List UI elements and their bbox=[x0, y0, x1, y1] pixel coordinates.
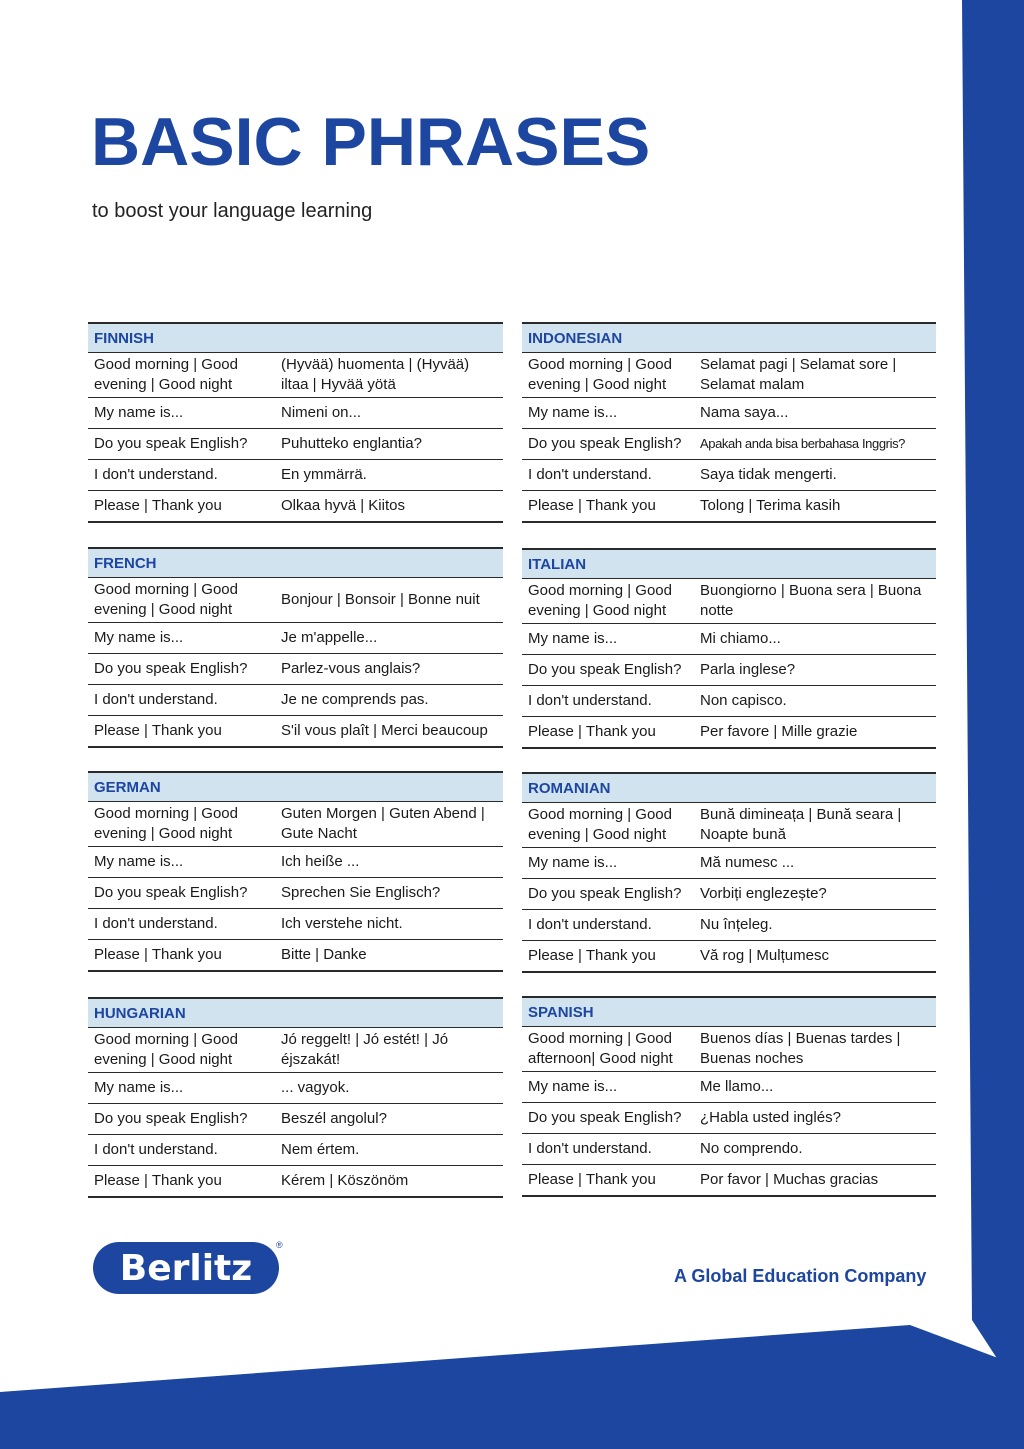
table-row bbox=[522, 491, 936, 523]
phrase-translation-understand: No comprendo. bbox=[694, 1134, 936, 1165]
language-header: ROMANIAN bbox=[522, 773, 694, 803]
phrase-translation-speak: Puhutteko englantia? bbox=[275, 429, 503, 460]
bottom-blue-band bbox=[0, 1325, 1024, 1449]
phrase-english-please: Please | Thank you bbox=[88, 940, 275, 972]
phrase-english-speak: Do you speak English? bbox=[522, 429, 694, 460]
phrase-english-greeting: Good morning | Good evening | Good night bbox=[522, 353, 694, 398]
phrase-english-please: Please | Thank you bbox=[88, 716, 275, 748]
phrase-english-name: My name is... bbox=[522, 624, 694, 655]
table-row bbox=[522, 910, 936, 941]
phrase-translation-name: Mi chiamo... bbox=[694, 624, 936, 655]
table-row bbox=[88, 1104, 503, 1135]
phrase-translation-greeting: Guten Morgen | Guten Abend | Gute Nacht bbox=[275, 802, 503, 847]
phrase-english-understand: I don't understand. bbox=[522, 460, 694, 491]
phrase-translation-please: Bitte | Danke bbox=[275, 940, 503, 972]
table-row bbox=[88, 1166, 503, 1198]
table-row bbox=[522, 686, 936, 717]
table-row bbox=[88, 398, 503, 429]
phrase-english-speak: Do you speak English? bbox=[88, 1104, 275, 1135]
language-header-blank bbox=[694, 323, 936, 353]
phrase-translation-understand: Saya tidak mengerti. bbox=[694, 460, 936, 491]
berlitz-logo bbox=[93, 1242, 279, 1294]
table-row bbox=[88, 940, 503, 972]
phrase-english-speak: Do you speak English? bbox=[88, 654, 275, 685]
phrase-english-understand: I don't understand. bbox=[522, 1134, 694, 1165]
phrase-english-understand: I don't understand. bbox=[88, 1135, 275, 1166]
phrase-translation-speak: Beszél angolul? bbox=[275, 1104, 503, 1135]
language-header-blank bbox=[694, 549, 936, 579]
phrase-translation-speak: ¿Habla usted inglés? bbox=[694, 1103, 936, 1134]
phrase-translation-name: Mă numesc ... bbox=[694, 848, 936, 879]
phrase-english-please: Please | Thank you bbox=[88, 1166, 275, 1198]
table-row bbox=[522, 1134, 936, 1165]
language-header-blank bbox=[694, 997, 936, 1027]
table-row bbox=[522, 848, 936, 879]
phrase-translation-understand: Non capisco. bbox=[694, 686, 936, 717]
phrase-table-hungarian bbox=[88, 997, 503, 1198]
table-row bbox=[522, 1165, 936, 1197]
table-row bbox=[522, 460, 936, 491]
phrase-translation-greeting: Bună dimineața | Bună seara | Noapte bună bbox=[694, 803, 936, 848]
phrase-english-please: Please | Thank you bbox=[522, 941, 694, 973]
registered-mark: ® bbox=[276, 1240, 283, 1250]
phrase-translation-speak: Apakah anda bisa berbahasa Inggris? bbox=[694, 429, 936, 460]
language-header-blank bbox=[275, 323, 503, 353]
phrase-english-greeting: Good morning | Good evening | Good night bbox=[88, 802, 275, 847]
tagline: A Global Education Company bbox=[674, 1266, 927, 1286]
language-header: ITALIAN bbox=[522, 549, 694, 579]
phrase-translation-understand: Nu înțeleg. bbox=[694, 910, 936, 941]
phrase-english-name: My name is... bbox=[88, 847, 275, 878]
page-title: BASIC PHRASES bbox=[91, 104, 651, 180]
phrase-table-finnish bbox=[88, 322, 503, 523]
phrase-translation-name: Je m'appelle... bbox=[275, 623, 503, 654]
language-header: SPANISH bbox=[522, 997, 694, 1027]
phrase-translation-understand: Nem értem. bbox=[275, 1135, 503, 1166]
language-header: INDONESIAN bbox=[522, 323, 694, 353]
language-header-blank bbox=[275, 772, 503, 802]
phrase-translation-name: Ich heiße ... bbox=[275, 847, 503, 878]
table-row bbox=[88, 460, 503, 491]
table-row bbox=[522, 1027, 936, 1072]
language-header: FRENCH bbox=[88, 548, 275, 578]
phrase-english-speak: Do you speak English? bbox=[522, 655, 694, 686]
table-row bbox=[522, 579, 936, 624]
language-header-blank bbox=[275, 548, 503, 578]
phrase-translation-greeting: Selamat pagi | Selamat sore | Selamat malam bbox=[694, 353, 936, 398]
phrase-table-romanian bbox=[522, 772, 936, 973]
phrase-translation-name: Nimeni on... bbox=[275, 398, 503, 429]
phrase-translation-please: Olkaa hyvä | Kiitos bbox=[275, 491, 503, 523]
phrase-translation-speak: Sprechen Sie Englisch? bbox=[275, 878, 503, 909]
table-row bbox=[522, 429, 936, 460]
phrase-table-french bbox=[88, 547, 503, 748]
phrase-table-indonesian bbox=[522, 322, 936, 523]
phrase-english-name: My name is... bbox=[522, 398, 694, 429]
phrase-english-speak: Do you speak English? bbox=[522, 1103, 694, 1134]
phrase-english-please: Please | Thank you bbox=[88, 491, 275, 523]
phrase-english-greeting: Good morning | Good afternoon| Good night bbox=[522, 1027, 694, 1072]
table-row bbox=[88, 716, 503, 748]
phrase-english-greeting: Good morning | Good evening | Good night bbox=[88, 1028, 275, 1073]
language-header: FINNISH bbox=[88, 323, 275, 353]
phrase-translation-understand: Ich verstehe nicht. bbox=[275, 909, 503, 940]
phrase-table-german bbox=[88, 771, 503, 972]
table-row bbox=[88, 491, 503, 523]
table-row bbox=[88, 802, 503, 847]
phrase-translation-please: Tolong | Terima kasih bbox=[694, 491, 936, 523]
table-row bbox=[522, 1103, 936, 1134]
phrase-translation-please: Por favor | Muchas gracias bbox=[694, 1165, 936, 1197]
table-row bbox=[88, 878, 503, 909]
phrase-english-speak: Do you speak English? bbox=[88, 429, 275, 460]
phrase-english-name: My name is... bbox=[88, 1073, 275, 1104]
table-row bbox=[88, 685, 503, 716]
phrase-english-greeting: Good morning | Good evening | Good night bbox=[88, 353, 275, 398]
table-row bbox=[88, 578, 503, 623]
table-row bbox=[88, 1135, 503, 1166]
table-row bbox=[88, 429, 503, 460]
phrase-translation-name: Me llamo... bbox=[694, 1072, 936, 1103]
phrase-translation-please: S'il vous plaît | Merci beaucoup bbox=[275, 716, 503, 748]
table-row bbox=[522, 353, 936, 398]
phrase-translation-name: Nama saya... bbox=[694, 398, 936, 429]
phrase-english-speak: Do you speak English? bbox=[88, 878, 275, 909]
language-header: GERMAN bbox=[88, 772, 275, 802]
language-header-blank bbox=[694, 773, 936, 803]
phrase-translation-speak: Vorbiți englezește? bbox=[694, 879, 936, 910]
table-row bbox=[522, 717, 936, 749]
table-row bbox=[88, 654, 503, 685]
table-row bbox=[522, 398, 936, 429]
phrase-translation-please: Vă rog | Mulțumesc bbox=[694, 941, 936, 973]
table-row bbox=[522, 1072, 936, 1103]
phrase-english-understand: I don't understand. bbox=[88, 909, 275, 940]
phrase-translation-please: Per favore | Mille grazie bbox=[694, 717, 936, 749]
table-row bbox=[88, 909, 503, 940]
phrase-translation-please: Kérem | Köszönöm bbox=[275, 1166, 503, 1198]
table-row bbox=[522, 803, 936, 848]
phrase-english-please: Please | Thank you bbox=[522, 717, 694, 749]
language-header-blank bbox=[275, 998, 503, 1028]
phrase-table-italian bbox=[522, 548, 936, 749]
phrase-english-understand: I don't understand. bbox=[88, 460, 275, 491]
page-subtitle: to boost your language learning bbox=[92, 200, 373, 222]
table-row bbox=[88, 1028, 503, 1073]
table-row bbox=[88, 353, 503, 398]
phrase-english-greeting: Good morning | Good evening | Good night bbox=[522, 803, 694, 848]
phrase-english-name: My name is... bbox=[522, 848, 694, 879]
phrase-translation-greeting: (Hyvää) huomenta | (Hyvää) iltaa | Hyvää yötä bbox=[275, 353, 503, 398]
table-row bbox=[522, 624, 936, 655]
logo-text: Berlitz bbox=[119, 1247, 253, 1289]
phrase-translation-understand: Je ne comprends pas. bbox=[275, 685, 503, 716]
phrase-translation-greeting: Buongiorno | Buona sera | Buona notte bbox=[694, 579, 936, 624]
phrase-english-name: My name is... bbox=[88, 623, 275, 654]
table-row bbox=[522, 655, 936, 686]
table-row bbox=[88, 847, 503, 878]
table-row bbox=[88, 1073, 503, 1104]
phrase-translation-greeting: Buenos días | Buenas tardes | Buenas noches bbox=[694, 1027, 936, 1072]
language-header: HUNGARIAN bbox=[88, 998, 275, 1028]
phrase-english-name: My name is... bbox=[522, 1072, 694, 1103]
phrase-english-greeting: Good morning | Good evening | Good night bbox=[522, 579, 694, 624]
table-row bbox=[522, 879, 936, 910]
table-row bbox=[88, 623, 503, 654]
phrase-translation-name: ... vagyok. bbox=[275, 1073, 503, 1104]
phrase-english-understand: I don't understand. bbox=[522, 686, 694, 717]
phrase-translation-speak: Parla inglese? bbox=[694, 655, 936, 686]
phrase-english-please: Please | Thank you bbox=[522, 491, 694, 523]
phrase-translation-greeting: Bonjour | Bonsoir | Bonne nuit bbox=[275, 578, 503, 623]
phrase-english-please: Please | Thank you bbox=[522, 1165, 694, 1197]
phrase-translation-greeting: Jó reggelt! | Jó estét! | Jó éjszakát! bbox=[275, 1028, 503, 1073]
phrase-english-understand: I don't understand. bbox=[88, 685, 275, 716]
table-row bbox=[522, 941, 936, 973]
phrase-english-greeting: Good morning | Good evening | Good night bbox=[88, 578, 275, 623]
phrase-translation-understand: En ymmärrä. bbox=[275, 460, 503, 491]
phrase-english-understand: I don't understand. bbox=[522, 910, 694, 941]
phrase-english-name: My name is... bbox=[88, 398, 275, 429]
phrase-table-spanish bbox=[522, 996, 936, 1197]
phrase-english-speak: Do you speak English? bbox=[522, 879, 694, 910]
right-blue-band bbox=[962, 0, 1024, 1449]
phrase-translation-speak: Parlez-vous anglais? bbox=[275, 654, 503, 685]
